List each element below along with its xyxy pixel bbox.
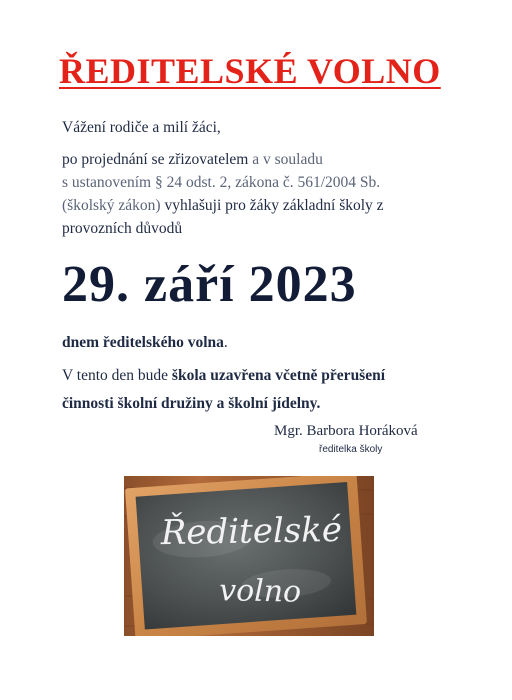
page-title: ŘEDITELSKÉ VOLNO (59, 51, 441, 91)
closure-line-2: činnosti školní družiny a školní jídelny. (62, 395, 321, 412)
closure-prefix: V tento den bude (62, 367, 172, 384)
chalkboard-image (124, 476, 374, 636)
paragraph-text: vyhlašuji pro žáky základní školy z (160, 197, 384, 214)
chalk-text-line-1: Ředitelské (160, 509, 343, 554)
closure-bold: škola uzavřena včetně přerušení (171, 367, 386, 384)
greeting: Vážení rodiče a milí žáci, (62, 119, 221, 136)
paragraph-text-grey: a v souladu (248, 151, 323, 168)
day-type-end: . (223, 334, 228, 351)
signature-name: Mgr. Barbora Horáková (274, 423, 418, 439)
paragraph-line-3 (62, 196, 384, 216)
paragraph-text: po projednání se zřizovatelem (62, 151, 249, 168)
chalk-text-line-2: volno (218, 573, 302, 610)
paragraph-text-grey: (školský zákon) (62, 197, 161, 214)
day-type: dnem ředitelského volna (62, 334, 224, 351)
paragraph-line-4: provozních důvodů (62, 220, 183, 237)
holiday-date: 29. září 2023 (62, 256, 357, 313)
closure-line-1 (62, 366, 385, 386)
paragraph-line-1 (62, 150, 323, 170)
day-type-line (62, 333, 228, 353)
paragraph-line-2: s ustanovením § 24 odst. 2, zákona č. 561/2004 Sb. (62, 174, 381, 191)
signature-role: ředitelka školy (319, 444, 383, 455)
